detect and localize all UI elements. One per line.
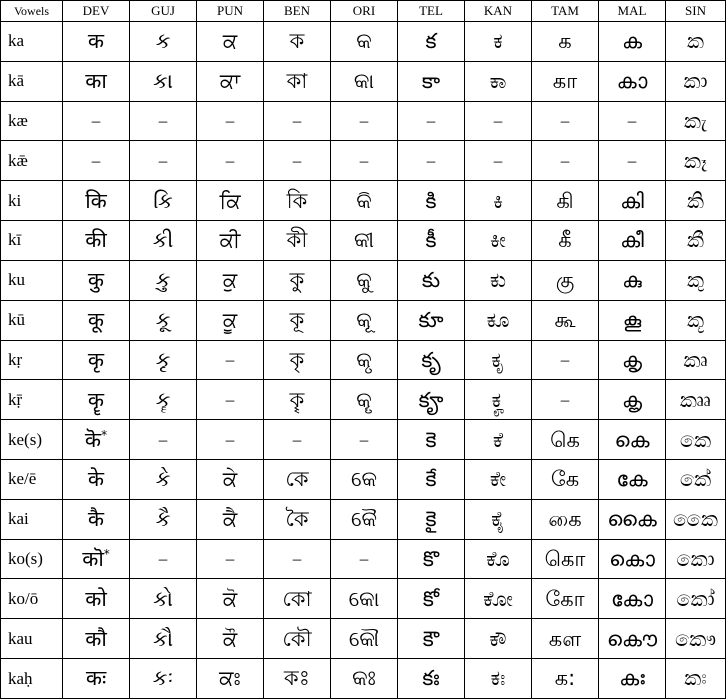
table-row bbox=[1, 579, 726, 619]
cell-guj: કે bbox=[130, 459, 197, 499]
table-row bbox=[1, 221, 726, 261]
cell-mal: കൃ bbox=[599, 340, 666, 380]
cell-pun: ਕੁ bbox=[197, 260, 264, 300]
cell-ben: কো bbox=[264, 579, 331, 619]
row-label: ko(s) bbox=[1, 539, 63, 579]
cell-kan: – bbox=[465, 141, 532, 181]
cell-tel: కౄ bbox=[398, 380, 465, 420]
cell-sin: කෝ bbox=[666, 579, 726, 619]
cell-guj: કઃ bbox=[130, 659, 197, 699]
cell-mal: കേ bbox=[599, 459, 666, 499]
cell-guj: કો bbox=[130, 579, 197, 619]
cell-kan: ಕಾ bbox=[465, 61, 532, 101]
cell-tel: కౌ bbox=[398, 619, 465, 659]
cell-pun: – bbox=[197, 539, 264, 579]
cell-pun: ਕੇ bbox=[197, 459, 264, 499]
cell-tam: கீ bbox=[532, 221, 599, 261]
cell-tel: కా bbox=[398, 61, 465, 101]
cell-kan: ಕು bbox=[465, 260, 532, 300]
cell-ori: – bbox=[331, 420, 398, 460]
cell-tel: కి bbox=[398, 181, 465, 221]
row-label: ko/ō bbox=[1, 579, 63, 619]
cell-kan: ಕೄ bbox=[465, 380, 532, 420]
cell-ori: କଃ bbox=[331, 659, 398, 699]
cell-tel: కః bbox=[398, 659, 465, 699]
cell-pun: ਕੂ bbox=[197, 300, 264, 340]
cell-tel: కీ bbox=[398, 221, 465, 261]
table-row bbox=[1, 499, 726, 539]
cell-ori: କ bbox=[331, 22, 398, 62]
table-row bbox=[1, 340, 726, 380]
cell-dev: को bbox=[63, 579, 130, 619]
cell-pun: ਕ bbox=[197, 22, 264, 62]
cell-mal: കൊ bbox=[599, 539, 666, 579]
cell-guj: – bbox=[130, 101, 197, 141]
row-label: kaḥ bbox=[1, 659, 63, 699]
cell-dev: – bbox=[63, 101, 130, 141]
cell-dev: कि bbox=[63, 181, 130, 221]
cell-kan: ಕಿ bbox=[465, 181, 532, 221]
cell-pun: ਕਿ bbox=[197, 181, 264, 221]
cell-tam: கொ bbox=[532, 539, 599, 579]
cell-tam: கள bbox=[532, 619, 599, 659]
row-label: kū bbox=[1, 300, 63, 340]
column-header-ori: ORI bbox=[331, 1, 398, 22]
cell-kan: ಕೊ bbox=[465, 539, 532, 579]
cell-dev: क bbox=[63, 22, 130, 62]
cell-tam: – bbox=[532, 101, 599, 141]
row-label: kī bbox=[1, 221, 63, 261]
cell-ben: – bbox=[264, 141, 331, 181]
cell-sin: කෞ bbox=[666, 619, 726, 659]
cell-mal: കൈ bbox=[599, 499, 666, 539]
cell-guj: કૌ bbox=[130, 619, 197, 659]
cell-ori: କୁ bbox=[331, 260, 398, 300]
cell-sin: කු bbox=[666, 260, 726, 300]
cell-mal: കൂ bbox=[599, 300, 666, 340]
cell-kan: ಕೈ bbox=[465, 499, 532, 539]
cell-tel: – bbox=[398, 101, 465, 141]
table-header-row bbox=[1, 1, 726, 22]
cell-mal: കെ bbox=[599, 420, 666, 460]
cell-ben: কৄ bbox=[264, 380, 331, 420]
column-header-guj: GUJ bbox=[130, 1, 197, 22]
cell-pun: ਕਃ bbox=[197, 659, 264, 699]
cell-dev: की bbox=[63, 221, 130, 261]
cell-tel: కే bbox=[398, 459, 465, 499]
cell-tel: కై bbox=[398, 499, 465, 539]
cell-tam: கே bbox=[532, 459, 599, 499]
cell-dev: कू bbox=[63, 300, 130, 340]
row-label: kǣ bbox=[1, 141, 63, 181]
table-row bbox=[1, 539, 726, 579]
cell-tel: కూ bbox=[398, 300, 465, 340]
table-row bbox=[1, 300, 726, 340]
cell-dev: – bbox=[63, 141, 130, 181]
table-body bbox=[1, 22, 726, 699]
cell-guj: કી bbox=[130, 221, 197, 261]
cell-sin: කො bbox=[666, 539, 726, 579]
cell-pun: – bbox=[197, 141, 264, 181]
cell-sin: කි bbox=[666, 181, 726, 221]
table-row bbox=[1, 619, 726, 659]
cell-ori: କୃ bbox=[331, 340, 398, 380]
cell-ben: – bbox=[264, 101, 331, 141]
cell-sin: කෑ bbox=[666, 141, 726, 181]
cell-ori: କୋ bbox=[331, 579, 398, 619]
cell-tam: கு bbox=[532, 260, 599, 300]
cell-kan: ಕೃ bbox=[465, 340, 532, 380]
cell-ori: କୌ bbox=[331, 619, 398, 659]
cell-tam: க: bbox=[532, 659, 599, 699]
cell-kan: ಕೇ bbox=[465, 459, 532, 499]
cell-pun: ਕੋ bbox=[197, 579, 264, 619]
cell-ben: কি bbox=[264, 181, 331, 221]
table-row bbox=[1, 61, 726, 101]
cell-ori: କୈ bbox=[331, 499, 398, 539]
cell-ori: କେ bbox=[331, 459, 398, 499]
table-row bbox=[1, 101, 726, 141]
cell-guj: કિ bbox=[130, 181, 197, 221]
cell-tam: – bbox=[532, 380, 599, 420]
table-row bbox=[1, 141, 726, 181]
cell-kan: ಕ bbox=[465, 22, 532, 62]
cell-tel: కు bbox=[398, 260, 465, 300]
cell-guj: – bbox=[130, 141, 197, 181]
cell-dev: कौ bbox=[63, 619, 130, 659]
cell-ori: କୄ bbox=[331, 380, 398, 420]
table-row bbox=[1, 659, 726, 699]
cell-kan: ಕೆ bbox=[465, 420, 532, 460]
cell-tam: கெ bbox=[532, 420, 599, 460]
cell-sin: කා bbox=[666, 61, 726, 101]
cell-sin: කෘ bbox=[666, 340, 726, 380]
column-header-tam: TAM bbox=[532, 1, 599, 22]
cell-ben: কৈ bbox=[264, 499, 331, 539]
cell-ori: – bbox=[331, 101, 398, 141]
cell-sin: කූ bbox=[666, 300, 726, 340]
cell-dev: कु bbox=[63, 260, 130, 300]
cell-dev: का bbox=[63, 61, 130, 101]
cell-pun: – bbox=[197, 420, 264, 460]
cell-dev: कः bbox=[63, 659, 130, 699]
cell-sin: කෲ bbox=[666, 380, 726, 420]
cell-ben: কা bbox=[264, 61, 331, 101]
cell-sin: ක bbox=[666, 22, 726, 62]
cell-kan: ಕಃ bbox=[465, 659, 532, 699]
cell-mal: കഃ bbox=[599, 659, 666, 699]
cell-pun: ਕੌ bbox=[197, 619, 264, 659]
cell-mal: കി bbox=[599, 181, 666, 221]
cell-sin: කෛ bbox=[666, 499, 726, 539]
cell-mal: കാ bbox=[599, 61, 666, 101]
cell-guj: કા bbox=[130, 61, 197, 101]
cell-pun: ਕੀ bbox=[197, 221, 264, 261]
column-header-kan: KAN bbox=[465, 1, 532, 22]
cell-tel: కె bbox=[398, 420, 465, 460]
cell-tam: கா bbox=[532, 61, 599, 101]
cell-sin: කැ bbox=[666, 101, 726, 141]
cell-guj: કૃ bbox=[130, 340, 197, 380]
cell-sin: කඃ bbox=[666, 659, 726, 699]
cell-ben: কু bbox=[264, 260, 331, 300]
cell-pun: – bbox=[197, 380, 264, 420]
cell-dev: कॆ* bbox=[63, 420, 130, 460]
cell-ben: কৃ bbox=[264, 340, 331, 380]
table-row bbox=[1, 380, 726, 420]
cell-guj: કુ bbox=[130, 260, 197, 300]
cell-sin: කේ bbox=[666, 459, 726, 499]
cell-ben: – bbox=[264, 420, 331, 460]
cell-ori: କା bbox=[331, 61, 398, 101]
cell-pun: ਕਾ bbox=[197, 61, 264, 101]
cell-tel: కొ bbox=[398, 539, 465, 579]
cell-kan: ಕೋ bbox=[465, 579, 532, 619]
cell-mal: – bbox=[599, 141, 666, 181]
column-header-sin: SIN bbox=[666, 1, 726, 22]
row-label: kṛ bbox=[1, 340, 63, 380]
row-label: ke(s) bbox=[1, 420, 63, 460]
cell-guj: ક bbox=[130, 22, 197, 62]
cell-ori: କୂ bbox=[331, 300, 398, 340]
row-label: kæ bbox=[1, 101, 63, 141]
cell-tam: கை bbox=[532, 499, 599, 539]
cell-ben: ক bbox=[264, 22, 331, 62]
cell-mal: കോ bbox=[599, 579, 666, 619]
cell-ori: – bbox=[331, 141, 398, 181]
cell-dev: कृ bbox=[63, 340, 130, 380]
footnote-marker: * bbox=[103, 546, 110, 561]
cell-ben: – bbox=[264, 539, 331, 579]
column-header-pun: PUN bbox=[197, 1, 264, 22]
cell-tam: – bbox=[532, 340, 599, 380]
row-label: ke/ē bbox=[1, 459, 63, 499]
cell-ben: কৌ bbox=[264, 619, 331, 659]
table-row bbox=[1, 22, 726, 62]
cell-kan: ಕೂ bbox=[465, 300, 532, 340]
cell-mal: കു bbox=[599, 260, 666, 300]
table-header bbox=[1, 1, 726, 22]
column-header-ben: BEN bbox=[264, 1, 331, 22]
cell-mal: കീ bbox=[599, 221, 666, 261]
cell-kan: ಕೀ bbox=[465, 221, 532, 261]
cell-tel: క bbox=[398, 22, 465, 62]
cell-dev: कॊ* bbox=[63, 539, 130, 579]
footnote-marker: * bbox=[101, 427, 108, 442]
row-label: ki bbox=[1, 181, 63, 221]
cell-guj: કૄ bbox=[130, 380, 197, 420]
row-label: ka bbox=[1, 22, 63, 62]
cell-sin: කී bbox=[666, 221, 726, 261]
row-label: ku bbox=[1, 260, 63, 300]
table-row bbox=[1, 459, 726, 499]
cell-ben: কী bbox=[264, 221, 331, 261]
cell-ori: କି bbox=[331, 181, 398, 221]
column-header-vowels: Vowels bbox=[1, 1, 63, 22]
cell-pun: ਕੈ bbox=[197, 499, 264, 539]
row-label: kau bbox=[1, 619, 63, 659]
cell-kan: ಕೌ bbox=[465, 619, 532, 659]
cell-mal: – bbox=[599, 101, 666, 141]
cell-kan: – bbox=[465, 101, 532, 141]
column-header-tel: TEL bbox=[398, 1, 465, 22]
cell-sin: කෙ bbox=[666, 420, 726, 460]
table-row bbox=[1, 181, 726, 221]
cell-tam: கோ bbox=[532, 579, 599, 619]
cell-guj: કૂ bbox=[130, 300, 197, 340]
cell-guj: – bbox=[130, 539, 197, 579]
cell-tam: கி bbox=[532, 181, 599, 221]
cell-guj: કૈ bbox=[130, 499, 197, 539]
column-header-mal: MAL bbox=[599, 1, 666, 22]
row-label: kṝ bbox=[1, 380, 63, 420]
cell-mal: കൄ bbox=[599, 380, 666, 420]
cell-tam: – bbox=[532, 141, 599, 181]
cell-dev: के bbox=[63, 459, 130, 499]
cell-pun: – bbox=[197, 101, 264, 141]
cell-tel: – bbox=[398, 141, 465, 181]
row-label: kā bbox=[1, 61, 63, 101]
cell-tel: కృ bbox=[398, 340, 465, 380]
cell-ben: কঃ bbox=[264, 659, 331, 699]
column-header-dev: DEV bbox=[63, 1, 130, 22]
cell-guj: – bbox=[130, 420, 197, 460]
cell-tam: க bbox=[532, 22, 599, 62]
cell-mal: കൌ bbox=[599, 619, 666, 659]
cell-ori: କୀ bbox=[331, 221, 398, 261]
cell-dev: कॄ bbox=[63, 380, 130, 420]
table-row bbox=[1, 260, 726, 300]
cell-tam: கூ bbox=[532, 300, 599, 340]
cell-ben: কূ bbox=[264, 300, 331, 340]
row-label: kai bbox=[1, 499, 63, 539]
cell-ben: কে bbox=[264, 459, 331, 499]
cell-tel: కో bbox=[398, 579, 465, 619]
table-row bbox=[1, 420, 726, 460]
cell-ori: – bbox=[331, 539, 398, 579]
cell-dev: कै bbox=[63, 499, 130, 539]
cell-mal: ക bbox=[599, 22, 666, 62]
cell-pun: – bbox=[197, 340, 264, 380]
